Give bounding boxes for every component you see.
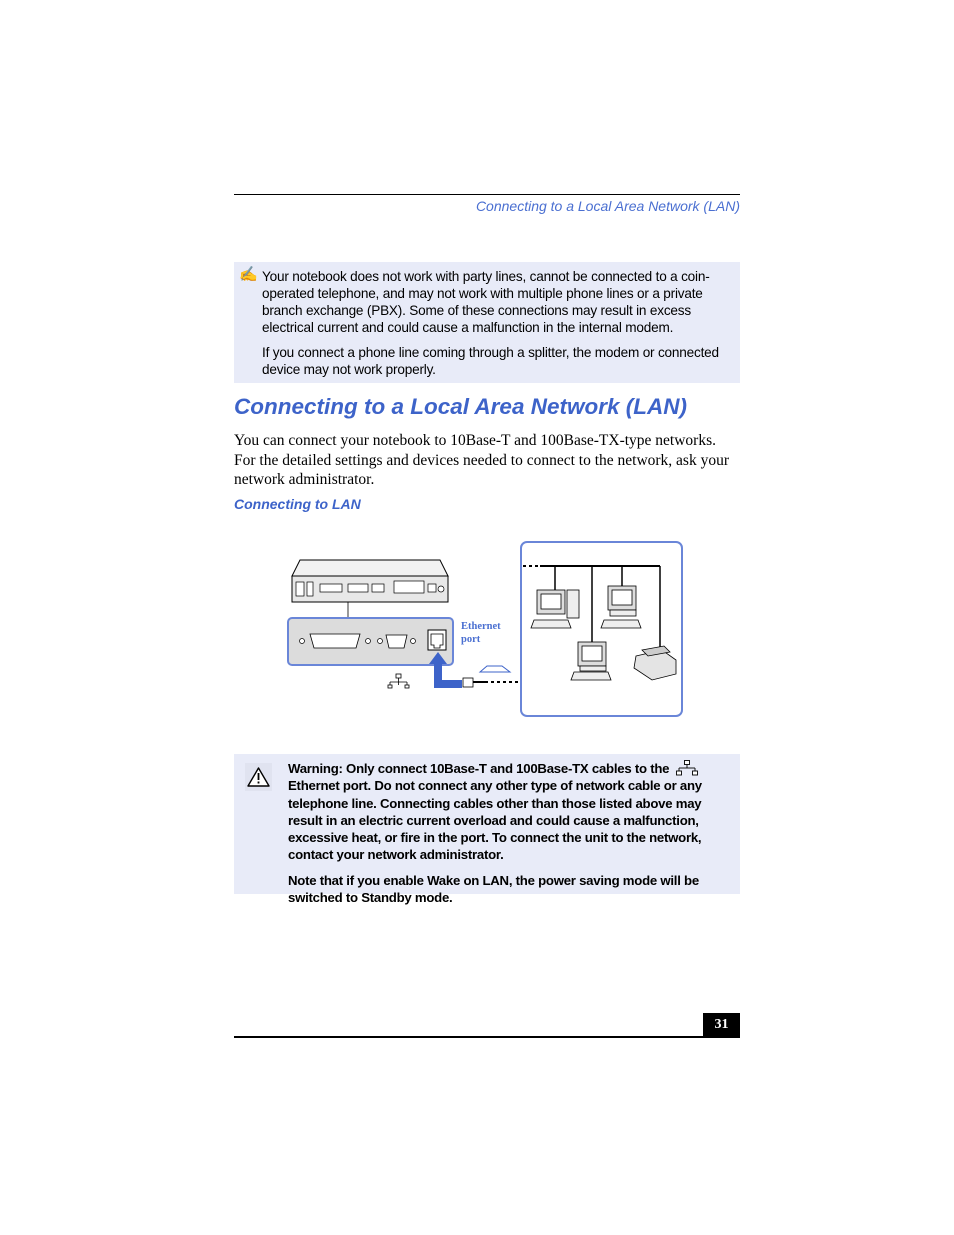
notebook-illustration [292,560,448,620]
warning-text [288,760,734,914]
warning-text-start: Warning: Only connect 10Base-T and 100Base-TX cables to the [288,761,670,776]
running-header: Connecting to a Local Area Network (LAN) [475,198,740,214]
ethernet-port-label [461,620,501,646]
body-paragraph: You can connect your notebook to 10Base-T and 100Base-TX-type networks. For the detailed settings and devices needed to connect to the network, ask your network administrator. [234,432,729,488]
warning-paragraph-1 [288,760,734,864]
header-rule [234,194,740,195]
lan-symbol-icon [676,760,698,776]
pencil-note-icon: ✍ [239,266,258,283]
warning-paragraph-2: Note that if you enable Wake on LAN, the power saving mode will be switched to Standby mode. [288,872,699,906]
network-panel [521,542,682,716]
section-title: Connecting to a Local Area Network (LAN) [234,394,687,419]
ethernet-port-label-line1: Ethernet [461,621,501,632]
figure-subtitle: Connecting to LAN [234,496,361,512]
lan-symbol-icon [388,674,409,688]
warning-text-rest: Ethernet port. Do not connect any other type of network cable or any telephone line. Connecting cables other than those listed above may result in an electric current overload and could cause a malfunction, excessive heat, or fire in the port. To connect the unit to the network, contact your network administrator. [288,778,702,863]
warning-triangle-icon [245,763,272,791]
note-paragraph-1: Your notebook does not work with party lines, cannot be connected to a coin-operated telephone, and may not work with multiple phone lines or a private branch exchange (PBX). Some of these connections may result in excess electrical current and could cause a malfunction in the internal modem. [262,269,710,335]
note-paragraph-2: If you connect a phone line coming through a splitter, the modem or connected device may not work properly. [262,345,719,377]
port-closeup-panel [288,618,453,665]
page-number: 31 [703,1013,740,1037]
ethernet-port-label-line2: port [461,634,481,645]
note-text [262,268,736,386]
footer-rule [234,1036,740,1038]
